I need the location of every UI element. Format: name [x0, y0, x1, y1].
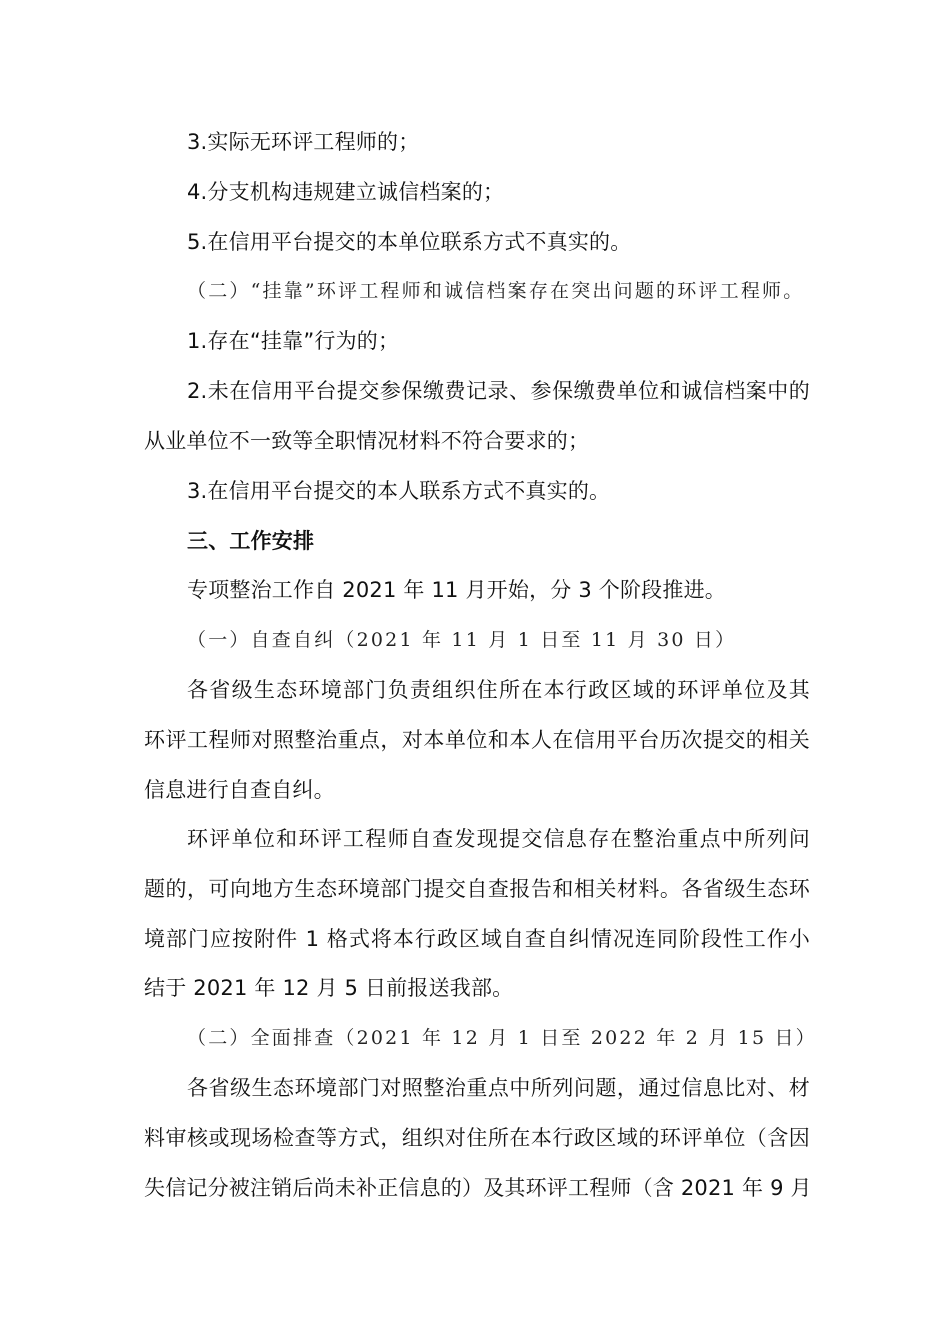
item-3-personal-contact: 3.在信用平台提交的本人联系方式不真实的。 [187, 479, 611, 503]
item-1-affiliation: 1.存在“挂靠”行为的； [187, 329, 400, 353]
section-heading-3: 三、工作安排 [187, 529, 315, 553]
item-3-no-engineer: 3.实际无环评工程师的； [187, 130, 420, 154]
subsection-heading-2: （二）“挂靠”环评工程师和诚信档案存在突出问题的环评工程师。 [187, 280, 805, 302]
paragraph-2-line-3: 境部门应按附件 1 格式将本行政区域自查自纠情况连同阶段性工作小 [144, 927, 810, 951]
paragraph-1-line-1: 各省级生态环境部门负责组织住所在本行政区域的环评单位及其 [187, 678, 810, 702]
item-2-line-1: 2.未在信用平台提交参保缴费记录、参保缴费单位和诚信档案中的 [187, 379, 810, 403]
paragraph-1-line-2: 环评工程师对照整治重点，对本单位和本人在信用平台历次提交的相关 [144, 728, 810, 752]
paragraph-2-line-2: 题的，可向地方生态环境部门提交自查报告和相关材料。各省级生态环 [144, 877, 810, 901]
paragraph-3-line-3: 失信记分被注销后尚未补正信息的）及其环评工程师（含 2021 年 9 月 [144, 1176, 812, 1200]
paragraph-2-line-4: 结于 2021 年 12 月 5 日前报送我部。 [144, 976, 514, 1000]
phase-1-heading: （一）自查自纠（2021 年 11 月 1 日至 11 月 30 日） [187, 629, 737, 651]
paragraph-2-line-1: 环评单位和环评工程师自查发现提交信息存在整治重点中所列问 [187, 827, 810, 851]
item-4-branch-archive: 4.分支机构违规建立诚信档案的； [187, 180, 505, 204]
paragraph-3-line-2: 料审核或现场检查等方式，组织对住所在本行政区域的环评单位（含因 [144, 1126, 810, 1150]
item-2-line-2: 从业单位不一致等全职情况材料不符合要求的； [144, 429, 590, 453]
phase-2-heading: （二）全面排查（2021 年 12 月 1 日至 2022 年 2 月 15 日） [187, 1027, 817, 1049]
item-5-unit-contact: 5.在信用平台提交的本单位联系方式不真实的。 [187, 230, 632, 254]
work-schedule-intro: 专项整治工作自 2021 年 11 月开始，分 3 个阶段推进。 [187, 578, 726, 602]
paragraph-1-line-3: 信息进行自查自纠。 [144, 778, 335, 802]
paragraph-3-line-1: 各省级生态环境部门对照整治重点中所列问题，通过信息比对、材 [187, 1076, 810, 1100]
